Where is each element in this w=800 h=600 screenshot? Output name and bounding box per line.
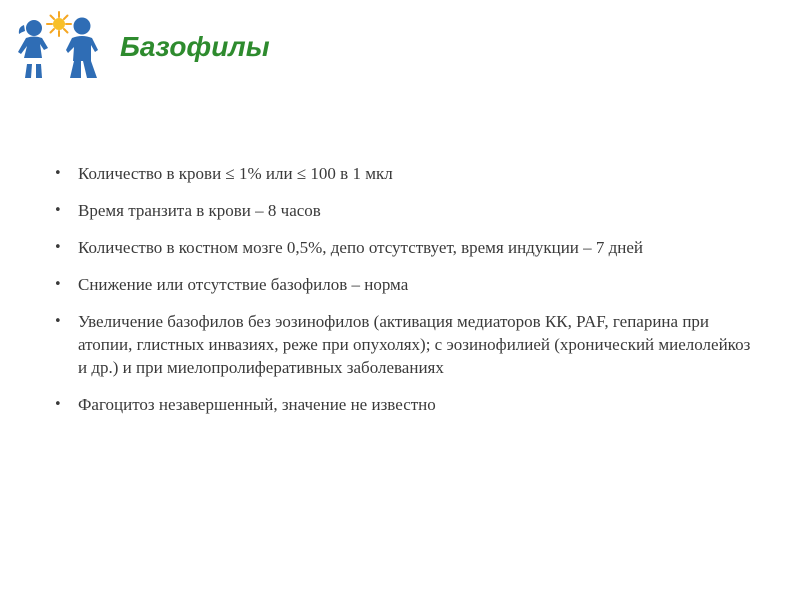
sun-icon xyxy=(47,12,71,36)
list-item xyxy=(50,273,760,296)
bullet-icon: • xyxy=(54,240,62,255)
boy-figure-icon xyxy=(66,18,98,79)
slide-title: Базофилы xyxy=(120,31,270,62)
children-sun-logo-icon xyxy=(14,8,104,82)
bullet-icon: • xyxy=(54,203,62,218)
list-item-text: Количество в крови ≤ 1% или ≤ 100 в 1 мкл xyxy=(78,164,393,183)
girl-figure-icon xyxy=(18,20,48,78)
list-item-text: Количество в костном мозге 0,5%, депо отсутствует, время индукции – 7 дней xyxy=(78,238,644,257)
list-item-text: Время транзита в крови – 8 часов xyxy=(78,201,321,220)
list-item-text: Фагоцитоз незавершенный, значение не известно xyxy=(78,395,436,414)
list-item-text: Снижение или отсутствие базофилов – норма xyxy=(78,275,409,294)
bullet-icon: • xyxy=(54,166,62,181)
bullet-list xyxy=(50,162,760,430)
list-item xyxy=(50,393,760,416)
bullet-icon: • xyxy=(54,277,62,292)
list-item xyxy=(50,162,760,185)
list-item xyxy=(50,310,760,379)
list-item xyxy=(50,236,760,259)
list-item-text: Увеличение базофилов без эозинофилов (активация медиаторов КК, PAF, гепарина при атопии, глистных инвазиях, реже при опухолях); с эозинофилией (хронический миелолейкоз и др.) и при миелопролиферативных заболеваниях xyxy=(78,312,751,377)
bullet-icon: • xyxy=(54,397,62,412)
bullet-icon: • xyxy=(54,314,62,329)
list-item xyxy=(50,199,760,222)
